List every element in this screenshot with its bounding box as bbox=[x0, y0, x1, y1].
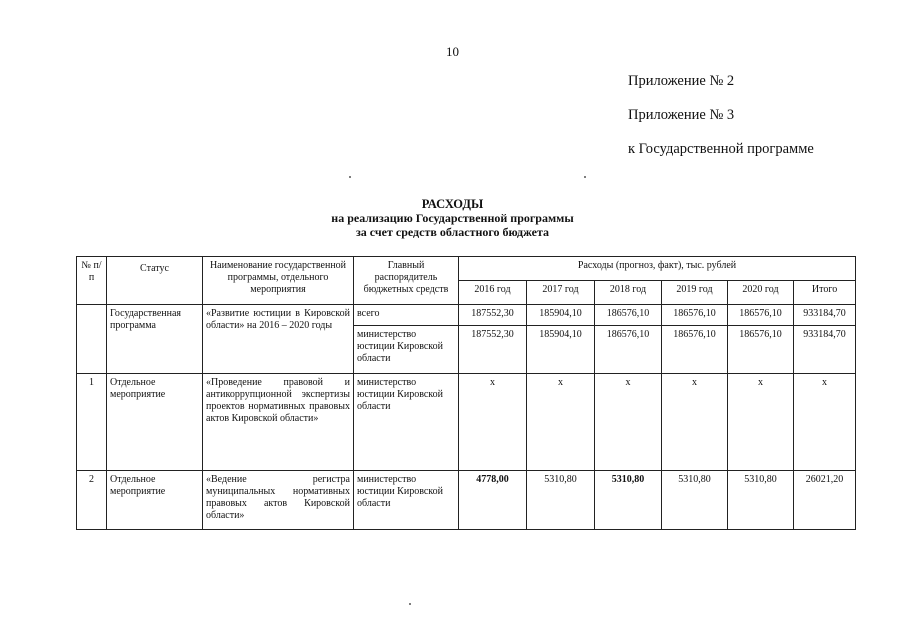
table-row bbox=[77, 305, 856, 326]
header-year-2019: 2019 год bbox=[662, 281, 728, 305]
row-value-2019: 5310,80 bbox=[662, 471, 728, 530]
row-manager: всего bbox=[354, 305, 459, 326]
row-value-2016: х bbox=[459, 374, 527, 471]
row-manager: министерство юстиции Кировской области bbox=[354, 326, 459, 374]
row-value-total: 933184,70 bbox=[794, 326, 856, 374]
scan-speck bbox=[349, 176, 351, 178]
row-value-2016: 187552,30 bbox=[459, 305, 527, 326]
header-year-2020: 2020 год bbox=[728, 281, 794, 305]
header-num: № п/п bbox=[77, 257, 107, 305]
table-row bbox=[77, 471, 856, 530]
row-value-2020: 186576,10 bbox=[728, 305, 794, 326]
row-value-2016: 187552,30 bbox=[459, 326, 527, 374]
table-row bbox=[77, 374, 856, 471]
appendix-line-2: Приложение № 3 bbox=[628, 107, 735, 123]
row-num bbox=[77, 305, 107, 374]
row-manager: министерство юстиции Кировской области bbox=[354, 471, 459, 530]
row-name: «Ведение регистра муниципальных нормативных правовых актов Кировской области» bbox=[203, 471, 354, 530]
appendix-line-3: к Государственной программе bbox=[628, 141, 814, 157]
row-value-2019: 186576,10 bbox=[662, 305, 728, 326]
row-num: 2 bbox=[77, 471, 107, 530]
row-status: Государственная программа bbox=[107, 305, 203, 374]
appendix-line-1: Приложение № 2 bbox=[628, 73, 735, 89]
row-value-2018: х bbox=[595, 374, 662, 471]
document-subtitle-1: на реализацию Государственной программы bbox=[331, 211, 574, 225]
header-name: Наименование государственной программы, отдельного мероприятия bbox=[203, 257, 354, 305]
row-value-2020: 186576,10 bbox=[728, 326, 794, 374]
row-value-total: х bbox=[794, 374, 856, 471]
row-status: Отдельное мероприятие bbox=[107, 374, 203, 471]
header-year-2017: 2017 год bbox=[527, 281, 595, 305]
row-value-2018: 186576,10 bbox=[595, 305, 662, 326]
document-title: РАСХОДЫ bbox=[421, 197, 484, 211]
header-manager: Главный распорядитель бюджетных средств bbox=[354, 257, 459, 305]
expenses-table bbox=[76, 256, 856, 530]
row-value-2018: 186576,10 bbox=[595, 326, 662, 374]
row-name: «Проведение правовой и антикоррупционной экспертизы проектов нормативных правовых актов Кировской области» bbox=[203, 374, 354, 471]
row-value-2017: 5310,80 bbox=[527, 471, 595, 530]
row-value-2016: 4778,00 bbox=[459, 471, 527, 530]
row-value-2017: 185904,10 bbox=[527, 305, 595, 326]
page-number: 10 bbox=[446, 44, 459, 59]
header-year-2016: 2016 год bbox=[459, 281, 527, 305]
table-header-row bbox=[77, 257, 856, 281]
row-name: «Развитие юстиции в Кировской области» на 2016 – 2020 годы bbox=[203, 305, 354, 374]
row-value-2017: х bbox=[527, 374, 595, 471]
header-total: Итого bbox=[794, 281, 856, 305]
header-year-2018: 2018 год bbox=[595, 281, 662, 305]
row-value-2017: 185904,10 bbox=[527, 326, 595, 374]
row-manager: министерство юстиции Кировской области bbox=[354, 374, 459, 471]
row-value-2019: 186576,10 bbox=[662, 326, 728, 374]
scan-speck bbox=[409, 603, 411, 605]
row-value-2019: х bbox=[662, 374, 728, 471]
row-num: 1 bbox=[77, 374, 107, 471]
row-status: Отдельное мероприятие bbox=[107, 471, 203, 530]
row-value-2020: х bbox=[728, 374, 794, 471]
scan-speck bbox=[584, 176, 586, 178]
header-expenses: Расходы (прогноз, факт), тыс. рублей bbox=[459, 257, 856, 281]
row-value-total: 26021,20 bbox=[794, 471, 856, 530]
row-value-total: 933184,70 bbox=[794, 305, 856, 326]
document-subtitle-2: за счет средств областного бюджета bbox=[355, 225, 550, 239]
row-value-2018: 5310,80 bbox=[595, 471, 662, 530]
row-value-2020: 5310,80 bbox=[728, 471, 794, 530]
header-status: Статус bbox=[107, 257, 203, 305]
